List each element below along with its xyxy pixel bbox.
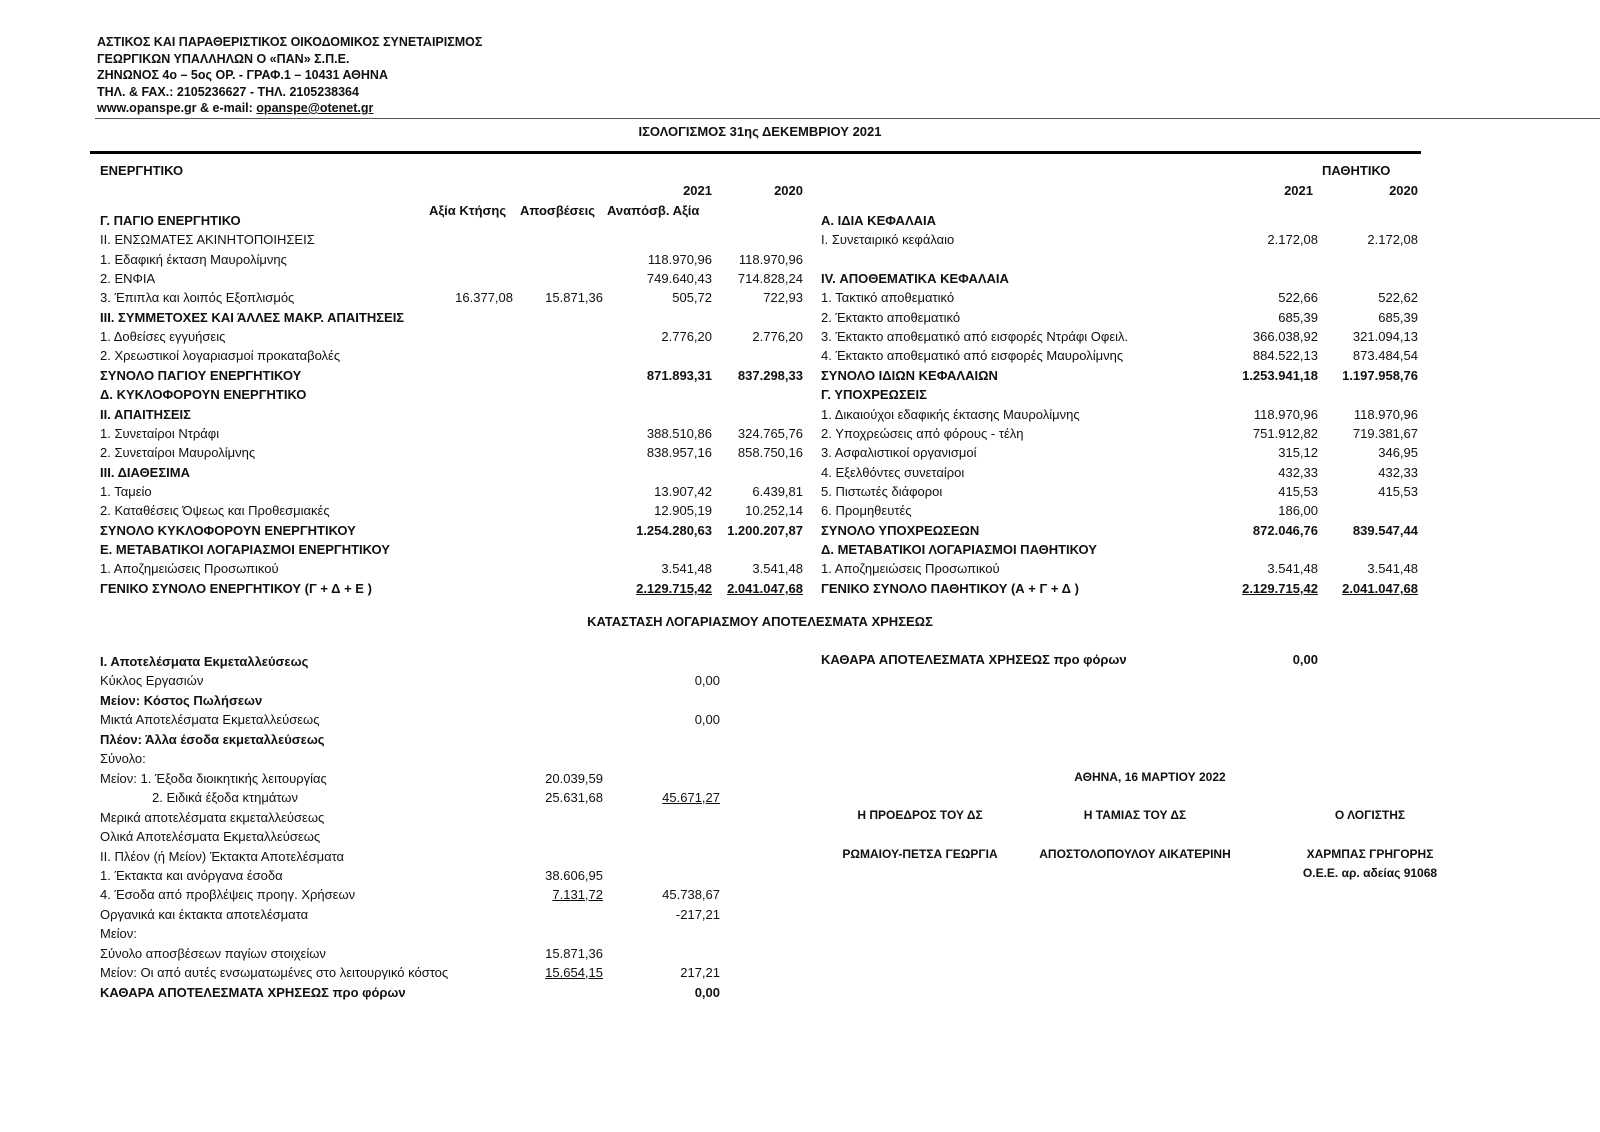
company-name-line-1: ΑΣΤΙΚΟΣ ΚΑΙ ΠΑΡΑΘΕΡΙΣΤΙΚΟΣ ΟΙΚΟΔΟΜΙΚΟΣ ΣΥΝΕΤΑΙΡΙΣΜΟΣ: [97, 35, 483, 49]
liability-row-label: Γ. ΥΠΟΧΡΕΩΣΕΙΣ: [821, 387, 927, 402]
asset-value-2020: 2.041.047,68: [727, 581, 803, 596]
results-amount: -217,21: [675, 907, 720, 922]
results-subamount: 20.039,59: [545, 771, 603, 786]
asset-value-2020: 118.970,96: [738, 252, 803, 267]
asset-row-label: 1. Αποζημειώσεις Προσωπικού: [100, 561, 279, 576]
asset-value-2021: 12.905,19: [654, 503, 712, 518]
asset-row-label: Ε. ΜΕΤΑΒΑΤΙΚΟΙ ΛΟΓΑΡΙΑΣΜΟΙ ΕΝΕΡΓΗΤΙΚΟΥ: [100, 542, 390, 557]
asset-value-2021: 505,72: [672, 290, 712, 305]
liability-value-2021: 186,00: [1278, 503, 1318, 518]
results-amount: 0,00: [694, 673, 720, 688]
liability-value-2020: 415,53: [1378, 484, 1418, 499]
liabilities-year-2021: 2021: [1284, 183, 1313, 198]
asset-row-label: 2. ΕΝΦΙΑ: [100, 271, 156, 286]
treasurer-title: Η ΤΑΜΙΑΣ ΤΟΥ ΔΣ: [1083, 808, 1187, 822]
liability-value-2021: 2.172,08: [1267, 232, 1318, 247]
results-row-label: Μείον: Κόστος Πωλήσεων: [100, 693, 263, 708]
treasurer-name: ΑΠΟΣΤΟΛΟΠΟΥΛΟΥ ΑΙΚΑΤΕΡΙΝΗ: [1039, 847, 1231, 861]
liability-value-2020: 432,33: [1378, 465, 1418, 480]
results-subamount: 15.871,36: [545, 946, 603, 961]
results-row-label: 1. Έκτακτα και ανόργανα έσοδα: [100, 868, 283, 883]
liability-value-2020: 685,39: [1378, 310, 1418, 325]
results-amount: 0,00: [694, 985, 720, 1000]
liabilities-year-2020: 2020: [1389, 183, 1418, 198]
asset-value-2021: 749.640,43: [646, 271, 712, 286]
results-subamount: 25.631,68: [545, 790, 603, 805]
liability-row-label: Ι. Συνεταιρικό κεφάλαιο: [821, 232, 955, 247]
results-row-label: 4. Έσοδα από προβλέψεις προηγ. Χρήσεων: [100, 887, 356, 902]
results-amount: 45.671,27: [662, 790, 720, 805]
net-results-value: 0,00: [1292, 652, 1318, 667]
results-row-label: Μείον: Οι από αυτές ενσωματωμένες στο λειτουργικό κόστος: [100, 965, 449, 980]
president-name: ΡΩΜΑΙΟΥ-ΠΕΤΣΑ ΓΕΩΡΓΙΑ: [842, 847, 998, 861]
asset-value-2020: 324.765,76: [737, 426, 803, 441]
liability-value-2021: 3.541,48: [1267, 561, 1318, 576]
liability-row-label: ΣΥΝΟΛΟ ΙΔΙΩΝ ΚΕΦΑΛΑΙΩΝ: [821, 368, 998, 383]
liability-row-label: Δ. ΜΕΤΑΒΑΤΙΚΟΙ ΛΟΓΑΡΙΑΣΜΟΙ ΠΑΘΗΤΙΚΟΥ: [821, 542, 1097, 557]
results-row-label: ΚΑΘΑΡΑ ΑΠΟΤΕΛΕΣΜΑΤΑ ΧΡΗΣΕΩΣ προ φόρων: [100, 985, 406, 1000]
liability-value-2021: 315,12: [1278, 445, 1318, 460]
asset-row-label: ΙΙΙ. ΔΙΑΘΕΣΙΜΑ: [100, 465, 190, 480]
results-row-label: Ολικά Αποτελέσματα Εκμεταλλεύσεως: [100, 829, 321, 844]
asset-row-label: Γ. ΠΑΓΙΟ ΕΝΕΡΓΗΤΙΚΟ: [100, 213, 241, 228]
col-depreciation: Αποσβέσεις: [520, 203, 596, 218]
results-amount: 45.738,67: [662, 887, 720, 902]
asset-value-2020: 1.200.207,87: [727, 523, 803, 538]
liability-value-2020: 321.094,13: [1352, 329, 1418, 344]
asset-row-label: 2. Καταθέσεις Όψεως και Προθεσμιακές: [100, 503, 330, 518]
liability-row-label: Α. ΙΔΙΑ ΚΕΦΑΛΑΙΑ: [821, 213, 937, 228]
liability-row-label: 1. Δικαιούχοι εδαφικής έκτασης Μαυρολίμνης: [821, 407, 1080, 422]
liability-row-label: 4. Έκτακτο αποθεματικό από εισφορές Μαυρολίμνης: [821, 348, 1124, 363]
results-row-label: Μείον:: [100, 926, 137, 941]
liability-row-label: 3. Έκτακτο αποθεματικό από εισφορές Ντράφι Οφειλ.: [821, 329, 1129, 344]
company-address: ΖΗΝΩΝΟΣ 4ο – 5ος ΟΡ. - ΓΡΑΦ.1 – 10431 ΑΘΗΝΑ: [97, 68, 388, 82]
asset-row-label: 1. Εδαφική έκταση Μαυρολίμνης: [100, 252, 287, 267]
assets-year-2020: 2020: [774, 183, 803, 198]
liability-row-label: 4. Εξελθόντες συνεταίροι: [821, 465, 965, 480]
asset-value-2020: 837.298,33: [737, 368, 803, 383]
asset-value-2020: 714.828,24: [737, 271, 803, 286]
results-row-label: Κύκλος Εργασιών: [100, 673, 204, 688]
asset-row-label: ΙΙ. ΕΝΣΩΜΑΤΕΣ ΑΚΙΝΗΤΟΠΟΙΗΣΕΙΣ: [100, 232, 315, 247]
asset-row-label: ΣΥΝΟΛΟ ΚΥΚΛΟΦΟΡΟΥΝ ΕΝΕΡΓΗΤΙΚΟΥ: [100, 523, 356, 538]
accountant-license: Ο.Ε.Ε. αρ. αδείας 91068: [1302, 866, 1438, 880]
results-row-label: Μικτά Αποτελέσματα Εκμεταλλεύσεως: [100, 712, 320, 727]
liability-value-2021: 118.970,96: [1253, 407, 1318, 422]
asset-value-2021: 13.907,42: [654, 484, 712, 499]
asset-value-2021: 2.129.715,42: [636, 581, 712, 596]
asset-value-2020: 2.776,20: [752, 329, 803, 344]
results-amount: 0,00: [694, 712, 720, 727]
liability-row-label: IV. ΑΠΟΘΕΜΑΤΙΚΑ ΚΕΦΑΛΑΙΑ: [821, 271, 1009, 286]
asset-row-label: ΓΕΝΙΚΟ ΣΥΝΟΛΟ ΕΝΕΡΓΗΤΙΚΟΥ (Γ + Δ + Ε ): [100, 581, 372, 596]
company-email-link[interactable]: opanspe@otenet.gr: [256, 101, 374, 115]
asset-value-2021: 871.893,31: [646, 368, 712, 383]
col-acquisition-value: Αξία Κτήσης: [429, 203, 507, 218]
company-website: www.opanspe.gr & e-mail:: [97, 101, 257, 115]
assets-year-2021: 2021: [683, 183, 712, 198]
asset-value-2021: 388.510,86: [646, 426, 712, 441]
asset-row-label: 1. Δοθείσες εγγυήσεις: [100, 329, 226, 344]
liability-value-2020: 719.381,67: [1352, 426, 1418, 441]
asset-value-2020: 722,93: [763, 290, 803, 305]
liability-value-2020: 522,62: [1378, 290, 1418, 305]
liabilities-heading: ΠΑΘΗΤΙΚΟ: [1322, 163, 1391, 178]
results-row-label: Σύνολο:: [100, 751, 146, 766]
liability-value-2021: 415,53: [1278, 484, 1318, 499]
asset-row-label: 1. Ταμείο: [100, 484, 152, 499]
liability-value-2021: 366.038,92: [1252, 329, 1318, 344]
liability-row-label: ΓΕΝΙΚΟ ΣΥΝΟΛΟ ΠΑΘΗΤΙΚΟΥ (Α + Γ + Δ ): [821, 581, 1079, 596]
results-row-label: Οργανικά και έκτακτα αποτελέσματα: [100, 907, 309, 922]
liability-value-2020: 839.547,44: [1352, 523, 1418, 538]
asset-row-label: Δ. ΚΥΚΛΟΦΟΡΟΥΝ ΕΝΕΡΓΗΤΙΚΟ: [100, 387, 307, 402]
asset-value-2021: 118.970,96: [647, 252, 712, 267]
liability-value-2021: 432,33: [1278, 465, 1318, 480]
liability-row-label: 3. Ασφαλιστικοί οργανισμοί: [821, 445, 977, 460]
asset-value-2020: 3.541,48: [752, 561, 803, 576]
liability-value-2021: 2.129.715,42: [1242, 581, 1318, 596]
liability-row-label: 6. Προμηθευτές: [821, 503, 912, 518]
company-phone: ΤΗΛ. & FAX.: 2105236627 - ΤΗΛ. 2105238364: [97, 84, 359, 99]
balance-sheet-title: ΙΣΟΛΟΓΙΣΜΟΣ 31ης ΔΕΚΕΜΒΡΙΟΥ 2021: [638, 124, 882, 139]
liability-row-label: 2. Υποχρεώσεις από φόρους - τέλη: [821, 426, 1024, 441]
president-title: Η ΠΡΟΕΔΡΟΣ ΤΟΥ ΔΣ: [857, 808, 983, 822]
liability-value-2021: 751.912,82: [1252, 426, 1318, 441]
results-row-label: Μείον: 1. Έξοδα διοικητικής λειτουργίας: [100, 771, 327, 786]
liability-value-2020: 2.041.047,68: [1342, 581, 1418, 596]
place-date: ΑΘΗΝΑ, 16 ΜΑΡΤΙΟΥ 2022: [1074, 770, 1226, 784]
results-subamount: 15.654,15: [545, 965, 603, 980]
liability-value-2020: 1.197.958,76: [1342, 368, 1418, 383]
asset-row-label: 2. Συνεταίροι Μαυρολίμνης: [100, 445, 256, 460]
results-row-label: 2. Ειδικά έξοδα κτημάτων: [152, 790, 298, 805]
assets-heading: ΕΝΕΡΓΗΤΙΚΟ: [100, 163, 184, 178]
company-header: [97, 34, 482, 117]
results-row-label: Πλέον: Άλλα έσοδα εκμεταλλεύσεως: [100, 732, 325, 747]
asset-row-label: 2. Χρεωστικοί λογαριασμοί προκαταβολές: [100, 348, 341, 363]
liability-value-2020: 3.541,48: [1367, 561, 1418, 576]
liability-row-label: 5. Πιστωτές διάφοροι: [821, 484, 943, 499]
asset-value-2021: 2.776,20: [661, 329, 712, 344]
results-subamount: 7.131,72: [552, 887, 603, 902]
liability-value-2020: 118.970,96: [1353, 407, 1418, 422]
liability-row-label: ΣΥΝΟΛΟ ΥΠΟΧΡΕΩΣΕΩΝ: [821, 523, 980, 538]
balance-sheet-rule: [90, 151, 1421, 154]
results-row-label: Σύνολο αποσβέσεων παγίων στοιχείων: [100, 946, 326, 961]
asset-row-label: ΙΙ. ΑΠΑΙΤΗΣΕΙΣ: [100, 407, 191, 422]
company-web-email: [97, 100, 482, 117]
liability-value-2021: 685,39: [1278, 310, 1318, 325]
asset-value-2021: 3.541,48: [661, 561, 712, 576]
company-name-line-2: ΓΕΩΡΓΙΚΩΝ ΥΠΑΛΛΗΛΩΝ Ο «ΠΑΝ» Σ.Π.Ε.: [97, 51, 350, 66]
asset-row-label: ΣΥΝΟΛΟ ΠΑΓΙΟΥ ΕΝΕΡΓΗΤΙΚΟΥ: [100, 368, 302, 383]
liability-value-2021: 872.046,76: [1252, 523, 1318, 538]
liability-row-label: 1. Τακτικό αποθεματικό: [821, 290, 955, 305]
results-row-label: Ι. Αποτελέσματα Εκμεταλλεύσεως: [100, 654, 309, 669]
liability-value-2020: 346,95: [1378, 445, 1418, 460]
liability-value-2021: 1.253.941,18: [1242, 368, 1318, 383]
results-row-label: ΙΙ. Πλέον (ή Μείον) Έκτακτα Αποτελέσματα: [100, 849, 345, 864]
asset-value-2021: 1.254.280,63: [636, 523, 712, 538]
liability-value-2021: 884.522,13: [1252, 348, 1318, 363]
header-divider: [95, 118, 1600, 119]
asset-acquisition-value: 16.377,08: [455, 290, 513, 305]
asset-value-2020: 10.252,14: [745, 503, 803, 518]
liability-value-2021: 522,66: [1278, 290, 1318, 305]
asset-value-2020: 858.750,16: [737, 445, 803, 460]
accountant-title: Ο ΛΟΓΙΣΤΗΣ: [1334, 808, 1406, 822]
asset-row-label: 1. Συνεταίροι Ντράφι: [100, 426, 220, 441]
asset-value-2020: 6.439,81: [752, 484, 803, 499]
col-net-value: Αναπόσβ. Αξία: [607, 203, 700, 218]
liability-row-label: 1. Αποζημειώσεις Προσωπικού: [821, 561, 1000, 576]
net-results-label: ΚΑΘΑΡΑ ΑΠΟΤΕΛΕΣΜΑΤΑ ΧΡΗΣΕΩΣ προ φόρων: [821, 652, 1127, 667]
asset-value-2021: 838.957,16: [646, 445, 712, 460]
liability-row-label: 2. Έκτακτο αποθεματικό: [821, 310, 961, 325]
asset-depreciation: 15.871,36: [545, 290, 603, 305]
results-subamount: 38.606,95: [545, 868, 603, 883]
liability-value-2020: 2.172,08: [1367, 232, 1418, 247]
results-statement-title: ΚΑΤΑΣΤΑΣΗ ΛΟΓΑΡΙΑΣΜΟΥ ΑΠΟΤΕΛΕΣΜΑΤΑ ΧΡΗΣΕΩΣ: [587, 614, 933, 629]
accountant-name: ΧΑΡΜΠΑΣ ΓΡΗΓΟΡΗΣ: [1306, 847, 1434, 861]
results-amount: 217,21: [680, 965, 720, 980]
results-row-label: Μερικά αποτελέσματα εκμεταλλεύσεως: [100, 810, 325, 825]
asset-row-label: 3. Έπιπλα και λοιπός Εξοπλισμός: [100, 290, 295, 305]
liability-value-2020: 873.484,54: [1352, 348, 1418, 363]
asset-row-label: ΙΙΙ. ΣΥΜΜΕΤΟΧΕΣ ΚΑΙ ΆΛΛΕΣ ΜΑΚΡ. ΑΠΑΙΤΗΣΕΙΣ: [100, 310, 405, 325]
